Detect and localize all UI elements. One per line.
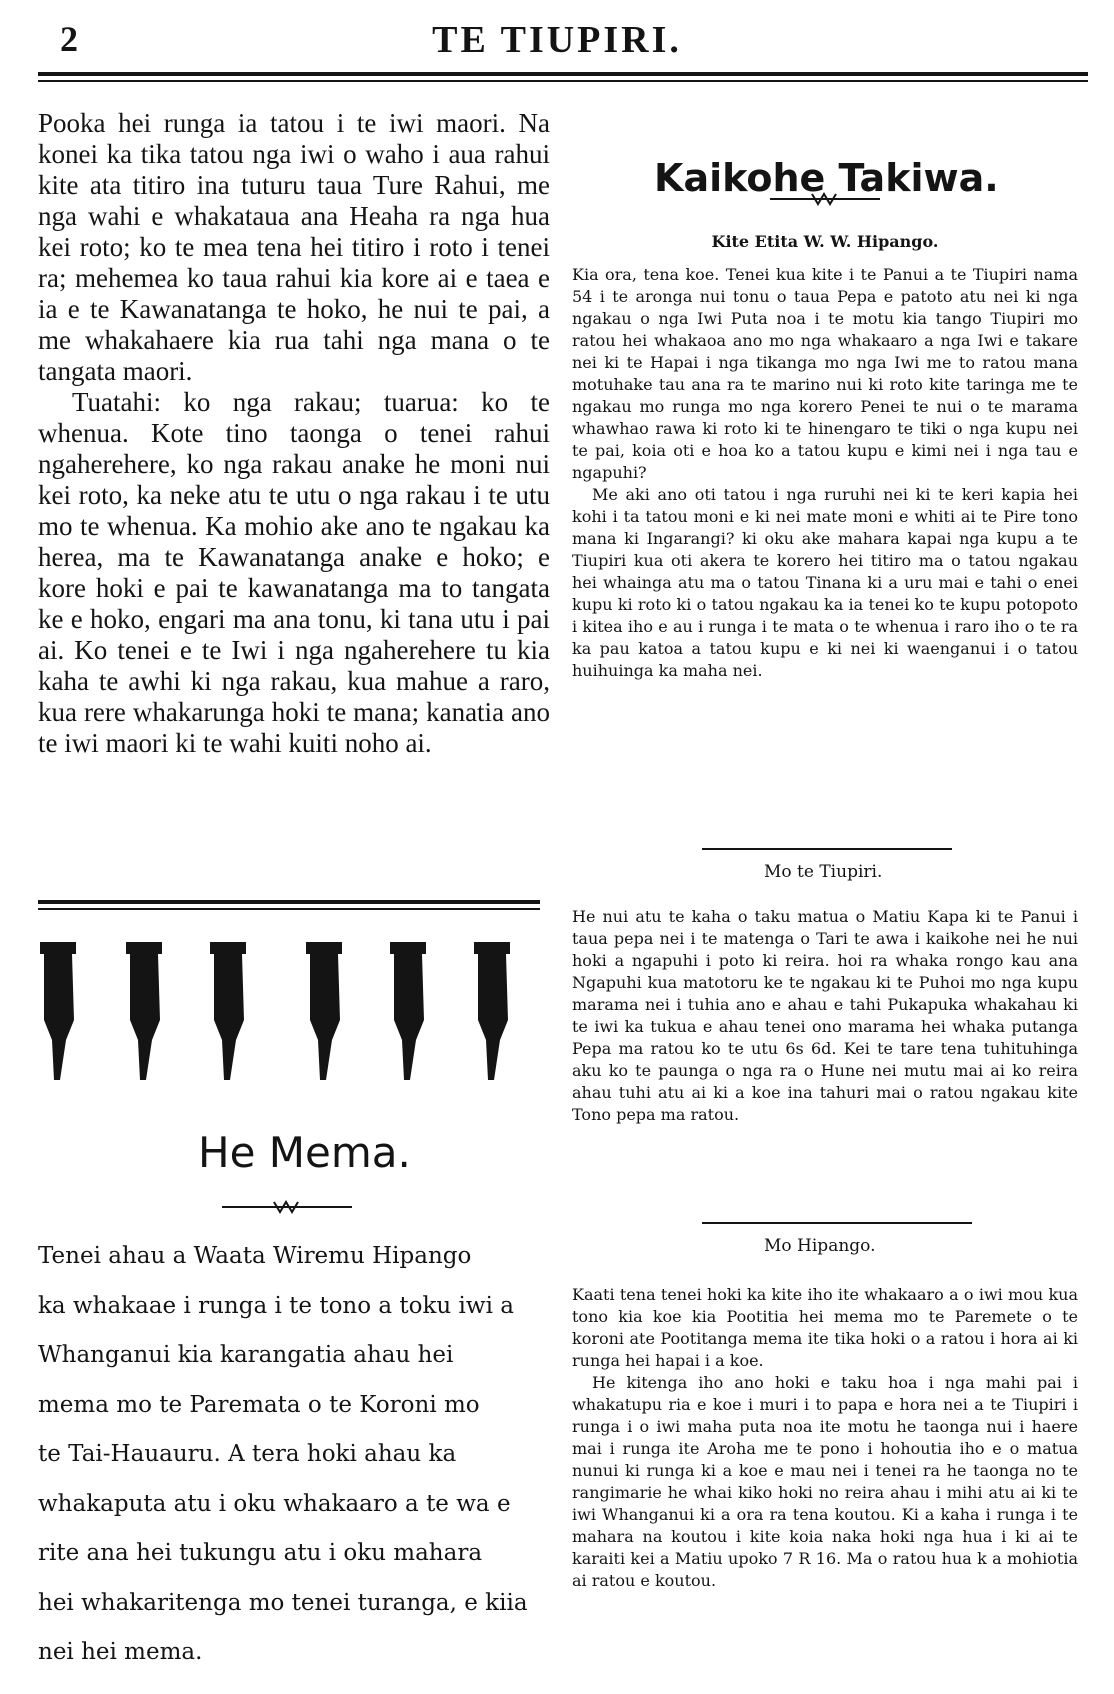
he-mema-line: Whanganui kia karangatia ahau hei: [38, 1342, 454, 1368]
ornament-divider-icon: [222, 1200, 352, 1214]
he-mema-body: [38, 1232, 558, 1678]
pointing-hand-icon: [40, 942, 76, 1080]
pointing-hand-icon: [210, 942, 246, 1080]
pointing-hands-illustration: [38, 940, 538, 1090]
pointing-hand-icon: [390, 942, 426, 1080]
letter-paragraph: Me aki ano oti tatou i nga ruruhi nei ki te keri kapia hei kohi i ta tatou moni e ki nei mate moni e whiti ai te Pire tono mana ki Ingarangi? ki oku ake mahara kapai nga kupu a te Tiupiri kua oti akera te korero hei titiro ma o tatou ngakau hei whainga atu ma o tatou Tinana ki a uru mai e tahi o enei kupu ki roto ki o tatou ngakau ka ia tenei ko te kupu potopoto i kitea iho e au i runga i te mata o te whenua i raro iho o te ra ka pau katoa a tatou kupu e ki nei ki waenganui i o tatou huihuinga ka maha nei.: [572, 485, 1078, 680]
letter-divider: [702, 1222, 972, 1224]
section-divider: [38, 900, 540, 910]
kaikohe-heading: Kaikohe Takiwa.: [654, 155, 999, 200]
he-mema-line: Tenei ahau a Waata Wiremu Hipango: [38, 1243, 472, 1269]
he-mema-line: hei whakaritenga mo tenei turanga, e kiia: [38, 1589, 528, 1616]
signature-mo-hipango: Mo Hipango.: [764, 1236, 876, 1256]
masthead-title: TE TIUPIRI.: [432, 19, 682, 61]
letter-paragraph: He kitenga iho ano hoki e taku hoa i nga mahi pai i whakatupu ria e koe i muri i to papa e hora nei a te Tiupiri i runga i o iwi maha puta noa ite motu he taonga nui i haere mai i runga ite Aroha me te pono i hohoutia iho e o matua nunui ki runga ki a koe e mau nei i tenei ra he taonga no te rangimarie he whai kiko hoki no reira ahau i mihi atu ai ki te iwi Whanganui ki a ora ra tena koutou. Ki a kaha i runga i te mahara na koutou i kite koia naka hoki nga hua i ki ai te karaiti kei a Matiu upoko 7 R 16. Ma o ratou hua k a mohiotia ai ratou e koutou.: [572, 1373, 1078, 1590]
pointing-hand-icon: [474, 942, 510, 1080]
kaikohe-letter-2: [572, 906, 1078, 1126]
kaikohe-letter-1: [572, 264, 1078, 682]
left-article-paragraph-2: Tuatahi: ko nga rakau; tuarua: ko te whenua. Kote tino taonga o tenei rahui ngaherehere, ko nga rakau anake he moni nui kei roto, ka neke atu te utu o nga rakau i te utu mo te whenua. Ka mohio ake ano te ngakau ka herea, ma te Kawanatanga anake e hoko; e kore hoki e pai te kawanatanga ma to tangata ke e hoko, engari ma ana tonu, ki tana utu i pai ai. Ko tenei e te Iwi i nga ngaherehere tu kia kaha te awhi ki nga rakau, kua mahue a raro, kua rere whakarunga hoki te mana; kanatia ano te iwi maori ki te wahi kuiti noho ai.: [38, 387, 550, 758]
he-mema-line: whakaputa atu i oku whakaaro a te wa e: [38, 1490, 511, 1517]
signature-mo-te-tiupiri: Mo te Tiupiri.: [764, 862, 883, 882]
he-mema-line: rite ana hei tukungu atu i oku mahara: [38, 1540, 483, 1566]
ornament-divider-icon: [770, 192, 880, 206]
letter-paragraph: Kia ora, tena koe. Tenei kua kite i te Panui a te Tiupiri nama 54 i te aronga nui tonu o taua Pepa e patoto atu nei ki nga ngakau o nga Iwi Puta noa i te motu kia tango Tiupiri mo ratou hei whakaoa ano mo nga whakaaro a nga Iwi e takare nei ki te Hapai i nga tikanga mo nga Iwi me to ratou mana motuhake tau ana ra te marino nui ki roto kite taringa me te ngakau mo runga mo nga korero Penei te nui o te marama whawhao rawa ki roto ki te hinengaro te tiki o nga kupu nei te pai, koia oti e hoa ko a tatou kupu e kimi nei i nga tau e ngapuhi?: [572, 265, 1078, 482]
left-article: [38, 108, 550, 759]
he-mema-line: ka whakaae i runga i te tono a toku iwi a: [38, 1292, 514, 1319]
he-mema-line: te Tai-Hauauru. A tera hoki ahau ka: [38, 1441, 457, 1467]
letter-divider: [702, 848, 952, 850]
he-mema-line: mema mo te Paremata o te Koroni mo: [38, 1391, 480, 1418]
he-mema-line: nei hei mema.: [38, 1639, 203, 1665]
masthead-rule-thin: [38, 80, 1088, 82]
masthead-rule: [38, 72, 1088, 76]
kaikohe-letter-3: [572, 1284, 1078, 1592]
pointing-hand-icon: [126, 942, 162, 1080]
he-mema-heading: He Mema.: [198, 1128, 411, 1177]
left-article-paragraph-1: Pooka hei runga ia tatou i te iwi maori. Na konei ka tika tatou nga iwi o waho i aua rahui kite ata titiro ina tuturu taua Ture Rahui, me nga wahi e whakataua ana Heaha ra nga hua kei roto; ko te mea tena hei titiro i roto i tenei ra; mehemea ko taua rahui kia kore ai e taea e ia e te Kawanatanga te hoko, he nui te pai, a me whakahaere kia rua tahi nga mana o te tangata maori.: [38, 108, 550, 386]
pointing-hand-icon: [306, 942, 342, 1080]
page-number: 2: [60, 19, 78, 59]
letter-paragraph: He nui atu te kaha o taku matua o Matiu Kapa ki te Panui i taua pepa nei i te matenga o Tari te awa i kaikohe nei he nui hoki a ngapuhi i poto ki reira. hoi ra whaka rongo kau ana Ngapuhi kua matotoru ke te ngakau ki te Puhoi mo nga kupu marama nei i tuhia ano e ahau e tahi Pukapuka whakahau ki te iwi ka tukua e ahau tenei ono marama hei whaka putanga Pepa ma ratou ko te utu 6s 6d. Kei te tare tena tuhituhinga aku ko te paunga o nga ra o Hune nei mutu mai ai ko reira ahau tuhi atu ai ki a koe ina tahuri mai o ratou ngakau kite Tono pepa ma ratou.: [572, 907, 1078, 1124]
kaikohe-byline: Kite Etita W. W. Hipango.: [711, 232, 939, 251]
letter-paragraph: Kaati tena tenei hoki ka kite iho ite whakaaro a o iwi mou kua tono kia koe kia Pootitia hei mema mo te Paremete o te koroni ate Pootitanga mema ite tika hoki o a ratou i hora ai ki runga hei hapai i a koe.: [572, 1285, 1078, 1370]
